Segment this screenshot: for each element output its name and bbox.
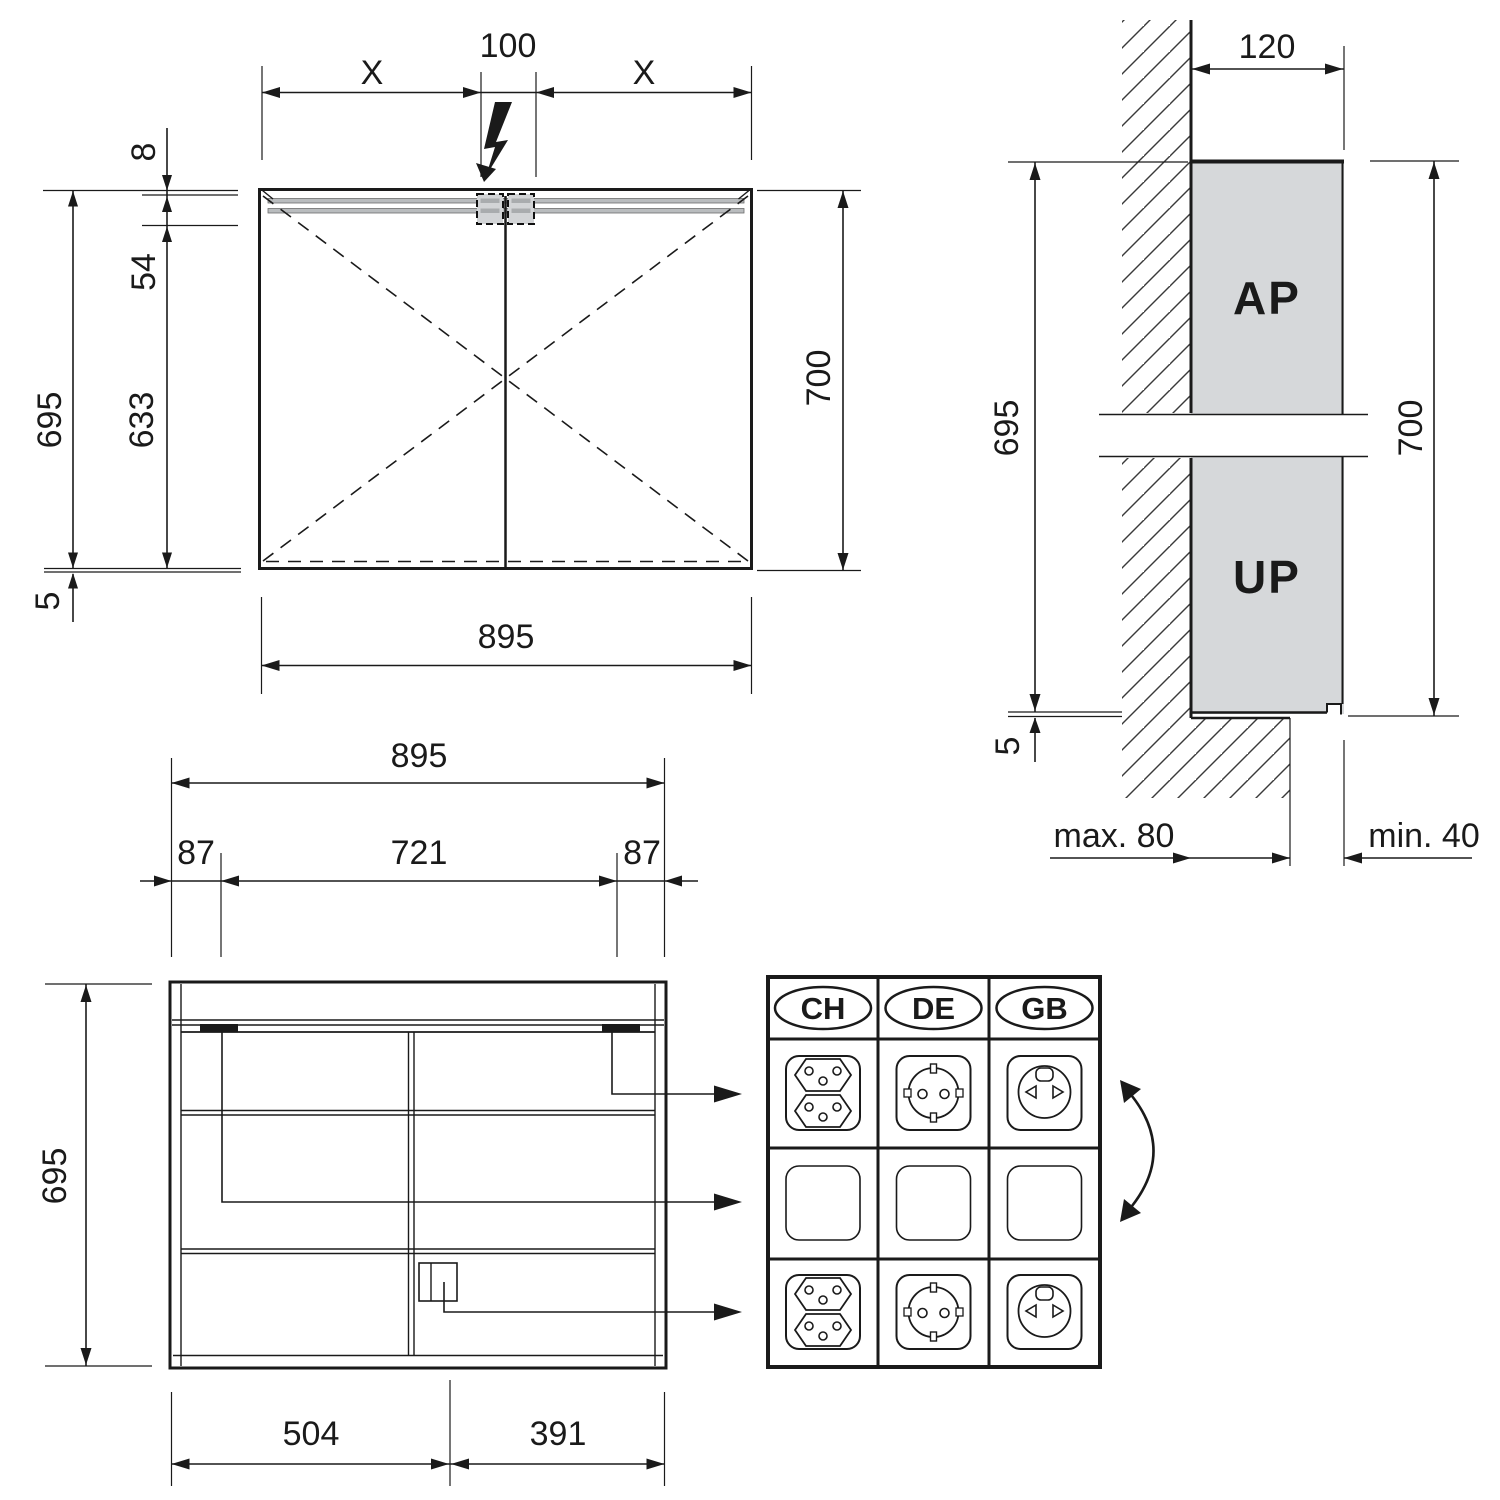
internal-socket-box <box>419 1263 457 1301</box>
header-de: DE <box>911 991 956 1026</box>
hinge-left <box>200 1024 238 1032</box>
cabinet-interior-outline <box>170 982 666 1368</box>
dim-front-clearance: min. 40 <box>1368 817 1480 855</box>
hinge-right <box>602 1024 640 1032</box>
dim-right-section: 391 <box>529 1415 587 1453</box>
dim-total-height: 695 <box>31 391 69 449</box>
side-view <box>988 20 1480 866</box>
dim-front-right <box>757 191 861 571</box>
dim-body-height: 633 <box>123 391 161 449</box>
dim-right-offset: 87 <box>623 834 661 872</box>
wall-hatch-ledge <box>1122 718 1290 798</box>
interior-view <box>36 737 742 1486</box>
dim-right-height: 700 <box>800 349 838 407</box>
socket-row-top <box>786 1056 1082 1130</box>
socket-table <box>768 977 1154 1367</box>
dim-x-right: X <box>632 54 656 92</box>
dim-rail-height: 54 <box>125 253 163 291</box>
dim-x-left: X <box>360 54 384 92</box>
dim-power-gap: 100 <box>479 27 537 65</box>
wall-hatch-upper <box>1122 20 1191 413</box>
dim-int-sections <box>172 1380 665 1486</box>
swap-arrow-icon <box>1120 1080 1154 1222</box>
header-gb: GB <box>1021 991 1068 1026</box>
gb-socket-icon <box>1019 1285 1071 1337</box>
dim-side-5: 5 <box>989 736 1027 756</box>
dim-depth-value: 120 <box>1238 28 1296 66</box>
socket-row-bottom <box>786 1275 1082 1349</box>
dim-int-height <box>36 984 152 1366</box>
dim-side-700: 700 <box>1392 399 1430 457</box>
dim-int-chain <box>140 834 698 957</box>
gb-socket-icon <box>1019 1066 1071 1118</box>
dim-left-offset: 87 <box>177 834 215 872</box>
dim-wall-clearance: max. 80 <box>1053 817 1175 855</box>
dim-left-chain <box>29 128 241 622</box>
dim-width: 895 <box>477 618 535 656</box>
label-surface-mount: AP <box>1233 272 1301 324</box>
wall-hatch-lower <box>1122 458 1191 718</box>
front-view <box>29 27 861 694</box>
dim-top-offset: 8 <box>125 142 163 162</box>
dim-side-695: 695 <box>988 399 1026 457</box>
dim-inner-width: 721 <box>390 834 448 872</box>
dim-int-695: 695 <box>36 1147 74 1205</box>
dim-int-895: 895 <box>390 737 448 775</box>
break-band <box>1099 415 1368 457</box>
header-ch: CH <box>800 991 846 1026</box>
dim-front-width <box>262 597 752 694</box>
dim-left-section: 504 <box>282 1415 340 1453</box>
socket-row-empty <box>786 1166 1082 1240</box>
label-flush-mount: UP <box>1233 551 1301 603</box>
dim-bottom-gap: 5 <box>29 591 67 611</box>
dim-depth <box>1191 28 1344 150</box>
